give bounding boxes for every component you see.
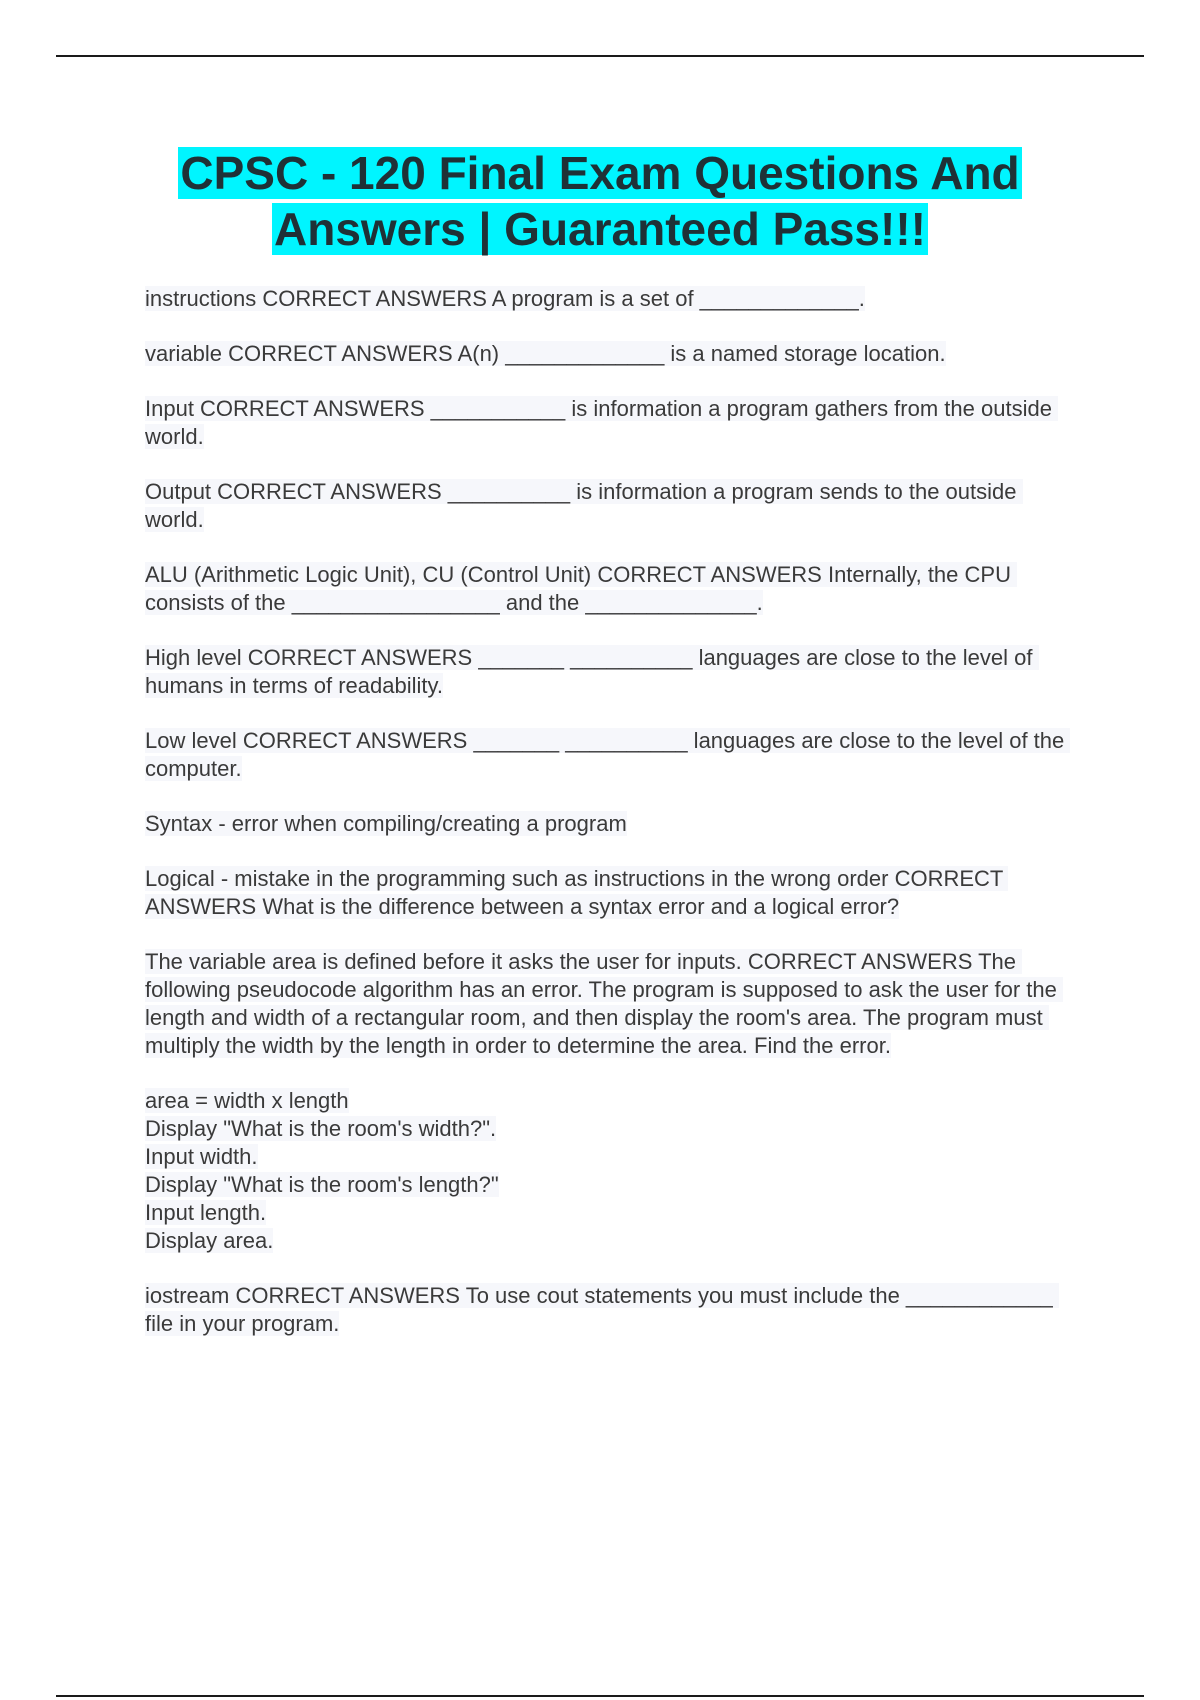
pseudocode-line: Display "What is the room's length?" <box>145 1172 499 1197</box>
qa-item-iostream: iostream CORRECT ANSWERS To use cout statements you must include the ____________ file in your program. <box>145 1283 1059 1336</box>
qa-item-output: Output CORRECT ANSWERS __________ is information a program sends to the outside world. <box>145 479 1023 532</box>
qa-item-input: Input CORRECT ANSWERS ___________ is information a program gathers from the outside world. <box>145 396 1059 449</box>
qa-item-variable: variable CORRECT ANSWERS A(n) _____________ is a named storage location. <box>145 341 946 366</box>
pseudocode-line: Display area. <box>145 1228 274 1253</box>
qa-item-logical: Logical - mistake in the programming such as instructions in the wrong order CORRECT ANSWERS What is the difference between a syntax error and a logical error? <box>145 866 1009 919</box>
pseudocode-line: Input width. <box>145 1144 258 1169</box>
qa-item-syntax: Syntax - error when compiling/creating a program <box>145 811 627 836</box>
pseudocode-block <box>145 1087 1075 1255</box>
pseudocode-line: area = width x length <box>145 1088 349 1113</box>
qa-list <box>145 285 1075 1365</box>
qa-item-alu-cu: ALU (Arithmetic Logic Unit), CU (Control Unit) CORRECT ANSWERS Internally, the CPU consists of the _________________ and the ______________. <box>145 562 1018 615</box>
bottom-rule <box>56 1695 1144 1697</box>
qa-item-low-level: Low level CORRECT ANSWERS _______ __________ languages are close to the level of the computer. <box>145 728 1071 781</box>
title-line-1: CPSC - 120 Final Exam Questions And <box>180 147 1020 199</box>
pseudocode-line: Input length. <box>145 1200 267 1225</box>
qa-item-pseudocode-error: The variable area is defined before it asks the user for inputs. CORRECT ANSWERS The following pseudocode algorithm has an error. The program is supposed to ask the user for the length and width of a rectangular room, and then display the room's area. The program must multiply the width by the length in order to determine the area. Find the error. <box>145 949 1064 1058</box>
top-rule <box>56 55 1144 57</box>
qa-item-high-level: High level CORRECT ANSWERS _______ __________ languages are close to the level of humans in terms of readability. <box>145 645 1039 698</box>
title-line-2: Answers | Guaranteed Pass!!! <box>274 203 926 255</box>
pseudocode-line: Display "What is the room's width?". <box>145 1116 497 1141</box>
qa-item-instructions: instructions CORRECT ANSWERS A program is a set of _____________. <box>145 286 865 311</box>
page-title <box>90 145 1110 257</box>
